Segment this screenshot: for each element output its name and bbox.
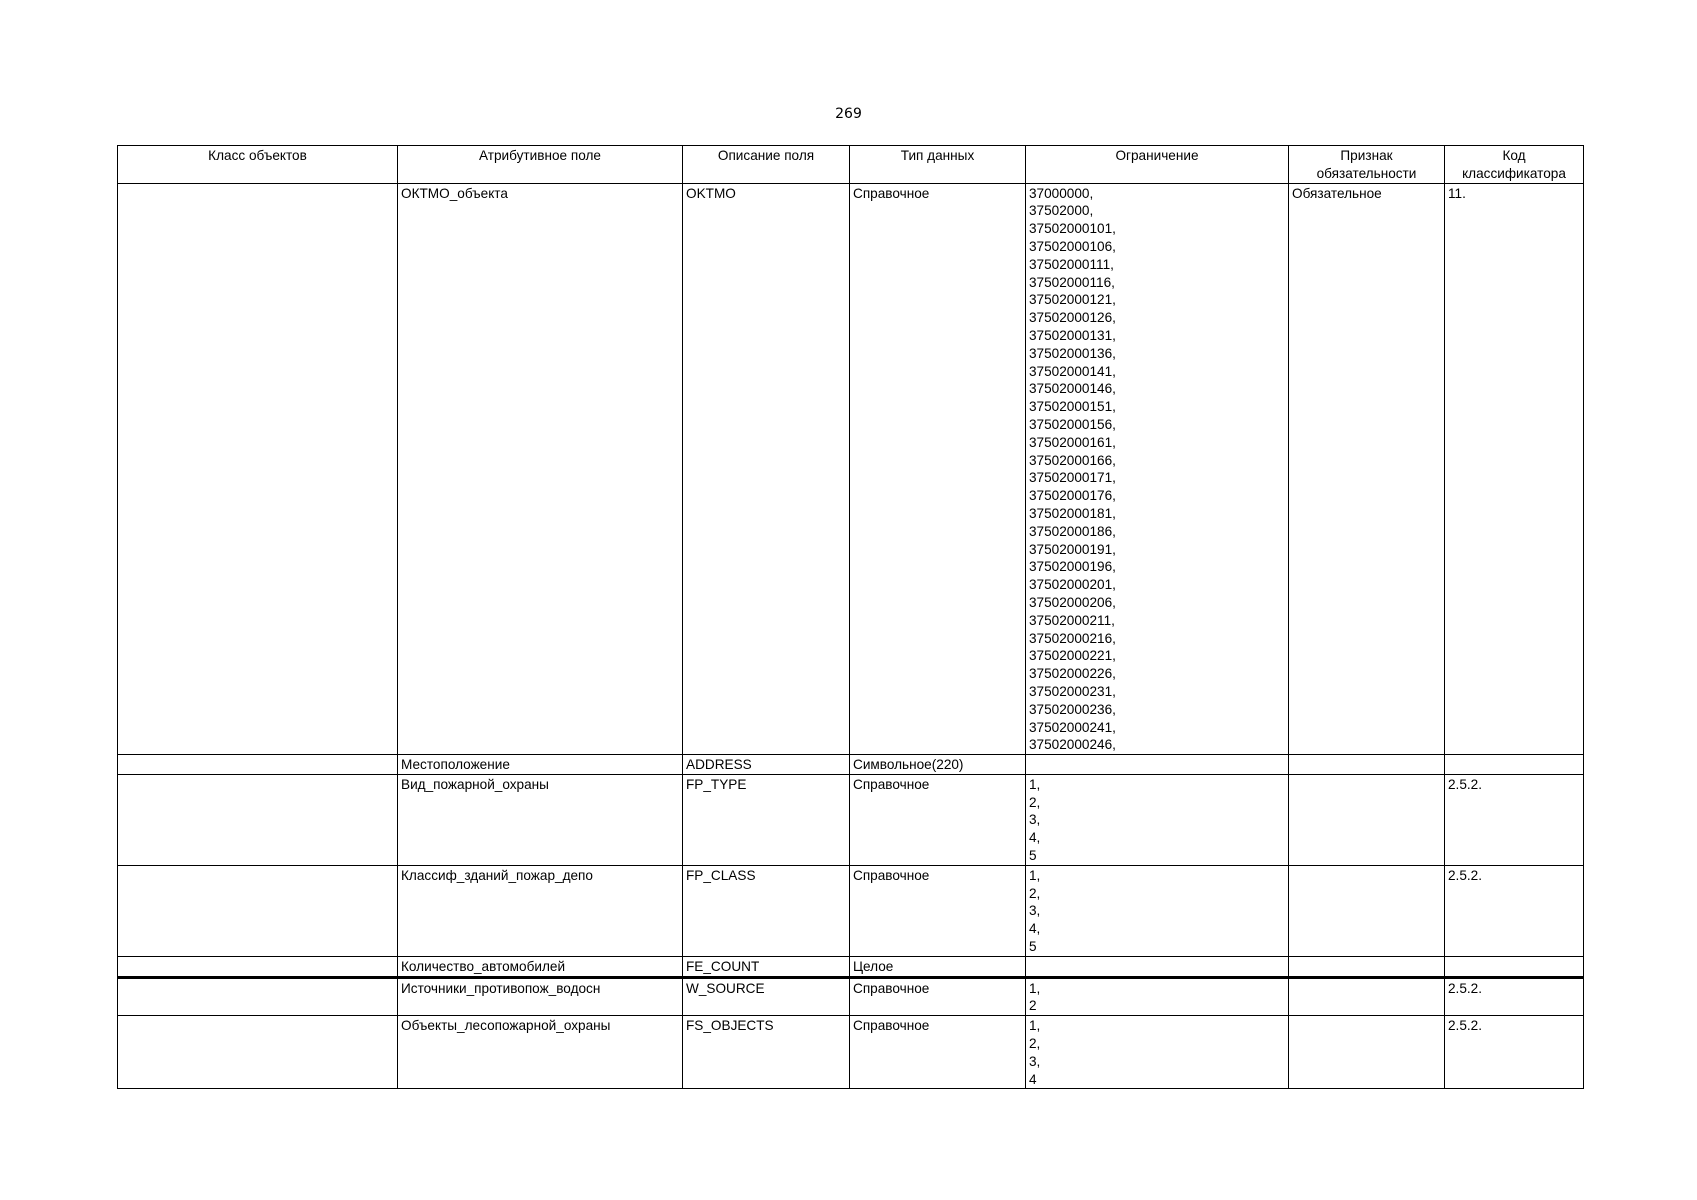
cell-mandatory-flag [1289, 865, 1445, 956]
cell-object-class [118, 183, 398, 755]
cell-object-class [118, 956, 398, 977]
cell-attribute-field: Объекты_лесопожарной_охраны [398, 1016, 683, 1089]
table-row [118, 956, 1584, 977]
cell-attribute-field: Местоположение [398, 755, 683, 775]
cell-data-type: Справочное [850, 1016, 1026, 1089]
cell-constraint: 37000000, 37502000, 37502000101, 37502000106, 37502000111, 37502000116, 37502000121, 37502000126, 37502000131, 37502000136, 37502000141, 37502000146, 37502000151, 37502000156, 37502000161, 37502000166, 37502000171, 37502000176, 37502000181, 37502000186, 37502000191, 37502000196, 37502000201, 37502000206, 37502000211, 37502000216, 37502000221, 37502000226, 37502000231, 37502000236, 37502000241, 37502000246, [1026, 183, 1289, 755]
table-row [118, 865, 1584, 956]
header-field-description: Описание поля [683, 146, 850, 184]
cell-object-class [118, 1016, 398, 1089]
cell-attribute-field: Классиф_зданий_пожар_депо [398, 865, 683, 956]
header-classifier-code: Код классификатора [1445, 146, 1584, 184]
cell-field-description: FP_CLASS [683, 865, 850, 956]
table-row [118, 755, 1584, 775]
cell-object-class [118, 774, 398, 865]
cell-classifier-code [1445, 956, 1584, 977]
table-row [118, 977, 1584, 1016]
cell-object-class [118, 977, 398, 1016]
cell-mandatory-flag: Обязательное [1289, 183, 1445, 755]
cell-attribute-field: Источники_противопож_водосн [398, 977, 683, 1016]
table-row [118, 183, 1584, 755]
cell-data-type: Справочное [850, 183, 1026, 755]
cell-classifier-code: 2.5.2. [1445, 865, 1584, 956]
cell-data-type: Целое [850, 956, 1026, 977]
cell-constraint: 1, 2, 3, 4, 5 [1026, 865, 1289, 956]
cell-mandatory-flag [1289, 1016, 1445, 1089]
cell-classifier-code: 11. [1445, 183, 1584, 755]
cell-constraint: 1, 2, 3, 4, 5 [1026, 774, 1289, 865]
cell-data-type: Справочное [850, 774, 1026, 865]
cell-field-description: OKTMO [683, 183, 850, 755]
table-row [118, 1016, 1584, 1089]
cell-field-description: ADDRESS [683, 755, 850, 775]
header-data-type: Тип данных [850, 146, 1026, 184]
header-object-class: Класс объектов [118, 146, 398, 184]
header-constraint: Ограничение [1026, 146, 1289, 184]
cell-mandatory-flag [1289, 755, 1445, 775]
cell-attribute-field: Вид_пожарной_охраны [398, 774, 683, 865]
cell-mandatory-flag [1289, 956, 1445, 977]
attribute-table [117, 145, 1584, 1089]
cell-field-description: W_SOURCE [683, 977, 850, 1016]
cell-mandatory-flag [1289, 977, 1445, 1016]
table-row [118, 774, 1584, 865]
cell-data-type: Символьное(220) [850, 755, 1026, 775]
cell-field-description: FS_OBJECTS [683, 1016, 850, 1089]
page-number: 269 [835, 106, 862, 122]
cell-field-description: FE_COUNT [683, 956, 850, 977]
cell-constraint [1026, 755, 1289, 775]
header-mandatory-flag: Признак обязательности [1289, 146, 1445, 184]
cell-classifier-code: 2.5.2. [1445, 774, 1584, 865]
cell-object-class [118, 865, 398, 956]
header-attribute-field: Атрибутивное поле [398, 146, 683, 184]
cell-data-type: Справочное [850, 977, 1026, 1016]
cell-constraint [1026, 956, 1289, 977]
cell-object-class [118, 755, 398, 775]
cell-classifier-code: 2.5.2. [1445, 977, 1584, 1016]
cell-classifier-code: 2.5.2. [1445, 1016, 1584, 1089]
cell-constraint: 1, 2 [1026, 977, 1289, 1016]
cell-classifier-code [1445, 755, 1584, 775]
cell-attribute-field: Количество_автомобилей [398, 956, 683, 977]
cell-field-description: FP_TYPE [683, 774, 850, 865]
cell-data-type: Справочное [850, 865, 1026, 956]
cell-constraint: 1, 2, 3, 4 [1026, 1016, 1289, 1089]
cell-attribute-field: ОКТМО_объекта [398, 183, 683, 755]
cell-mandatory-flag [1289, 774, 1445, 865]
header-row [118, 146, 1584, 184]
